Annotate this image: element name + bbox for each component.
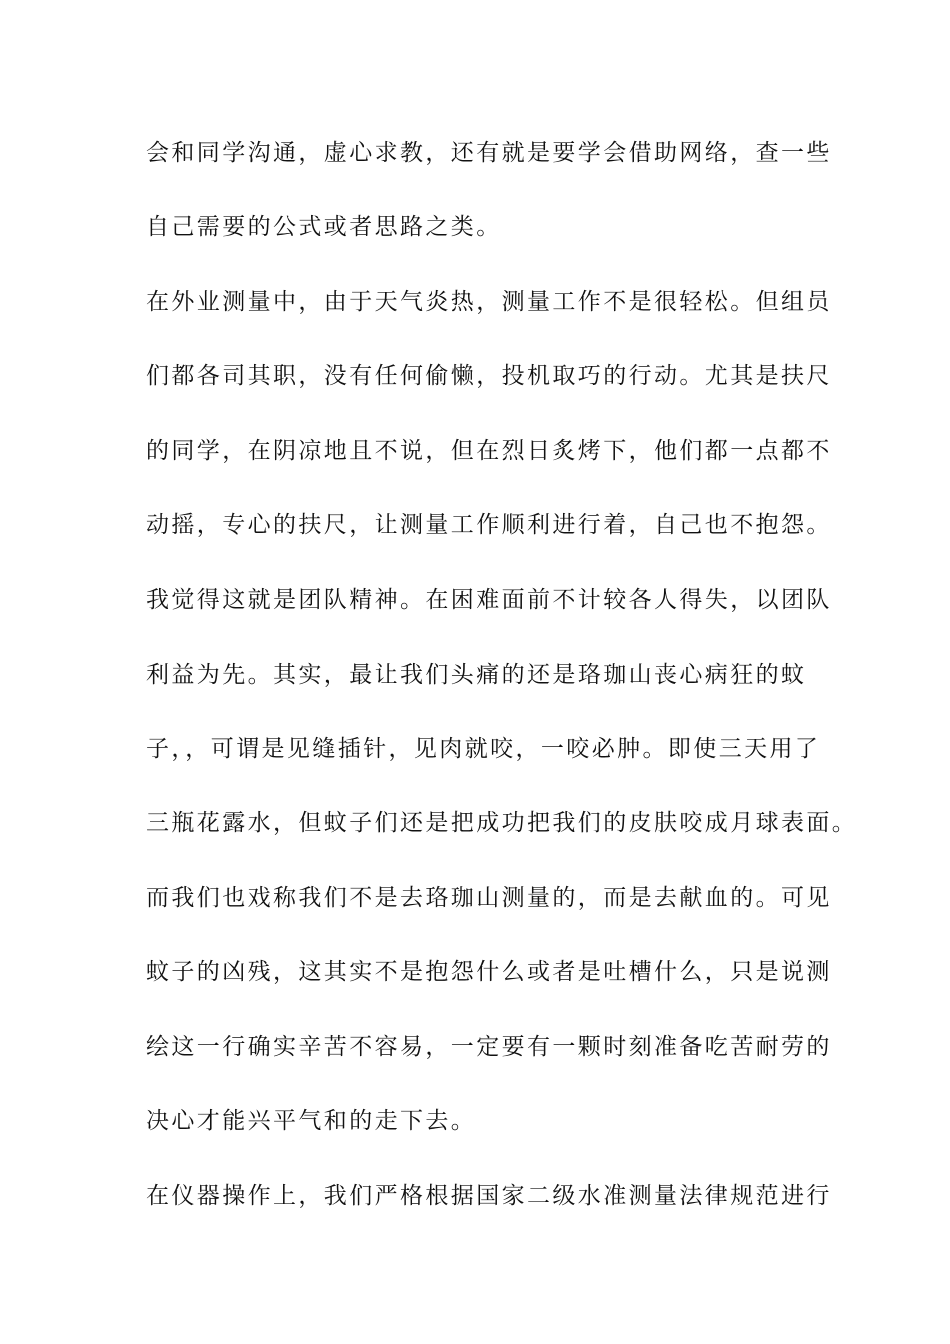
text-line: 会和同学沟通，虚心求教，还有就是要学会借助网络，查一些 [146,140,832,166]
text-line: 蚊子的凶残，这其实不是抱怨什么或者是吐槽什么，只是说测 [146,959,832,985]
text-line: 三瓶花露水，但蚊子们还是把成功把我们的皮肤咬成月球表面。 [146,810,858,836]
text-line: 决心才能兴平气和的走下去。 [146,1108,477,1134]
text-line: 在外业测量中，由于天气炎热，测量工作不是很轻松。但组员 [146,289,832,315]
text-line: 我觉得这就是团队精神。在困难面前不计较各人得失，以团队 [146,587,832,613]
text-line: 而我们也戏称我们不是去珞珈山测量的，而是去献血的。可见 [146,885,832,911]
text-line: 子，，可谓是见缝插针，见肉就咬，一咬必肿。即使三天用了 [146,736,821,762]
text-line: 动摇，专心的扶尺，让测量工作顺利进行着，自己也不抱怨。 [146,512,832,538]
text-line: 在仪器操作上，我们严格根据国家二级水准测量法律规范进行 [146,1183,832,1209]
text-line: 的同学，在阴凉地且不说，但在烈日炙烤下，他们都一点都不 [146,438,832,464]
text-line: 利益为先。其实，最让我们头痛的还是珞珈山丧心病狂的蚊 [146,662,807,688]
text-line: 自己需要的公式或者思路之类。 [146,214,502,240]
text-line: 绘这一行确实辛苦不容易，一定要有一颗时刻准备吃苦耐劳的 [146,1034,832,1060]
text-line: 们都各司其职，没有任何偷懒，投机取巧的行动。尤其是扶尺 [146,363,832,389]
